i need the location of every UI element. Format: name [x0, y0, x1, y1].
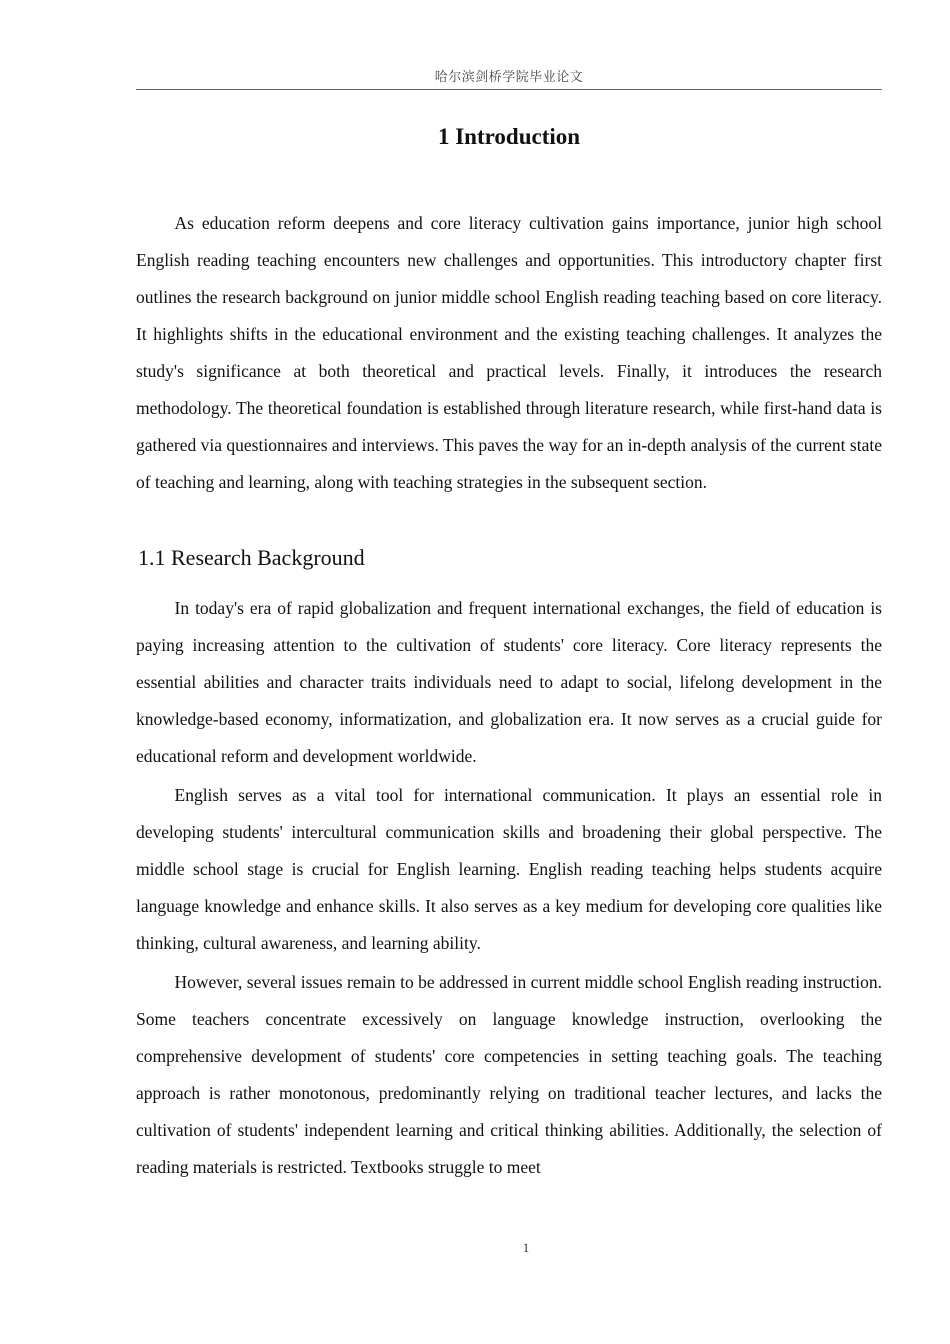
body-paragraph: English serves as a vital tool for international communication. It plays an essential role in developing students' intercultural communication skills and broadening their global perspective. The middle school stage is crucial for English learning. English reading teaching helps students acquire language knowledge and enhance skills. It also serves as a key medium for developing core qualities like thinking, cultural awareness, and learning ability. — [136, 785, 882, 953]
body-paragraph: In today's era of rapid globalization and frequent international exchanges, the field of education is paying increasing attention to the cultivation of students' core literacy. Core literacy represents the essential abilities and character traits individuals need to adapt to social, lifelong development in the knowledge-based economy, informatization, and globalization era. It now serves as a crucial guide for educational reform and development worldwide. — [136, 598, 882, 766]
running-header: 哈尔滨剑桥学院毕业论文 — [434, 70, 584, 85]
chapter-title: 1 Introduction — [437, 124, 581, 149]
body-paragraph: However, several issues remain to be addressed in current middle school English reading instruction. Some teachers concentrate excessively on language knowledge instruction, overlooking the comprehensive development of students' core competencies in setting teaching goals. The teaching approach is rather monotonous, predominantly relying on traditional teacher lectures, and lacks the cultivation of students' independent learning and critical thinking abilities. Additionally, the selection of reading materials is restricted. Textbooks struggle to meet — [136, 972, 882, 1177]
section-body — [136, 590, 882, 1186]
header-divider — [136, 89, 882, 90]
intro-body — [136, 205, 882, 501]
intro-paragraph: As education reform deepens and core literacy cultivation gains importance, junior high school English reading teaching encounters new challenges and opportunities. This introductory chapter first outlines the research background on junior middle school English reading teaching based on core literacy. It highlights shifts in the educational environment and the existing teaching challenges. It analyzes the study's significance at both theoretical and practical levels. Finally, it introduces the research methodology. The theoretical foundation is established through literature research, while first-hand data is gathered via questionnaires and interviews. This paves the way for an in-depth analysis of the current state of teaching and learning, along with teaching strategies in the subsequent section. — [136, 213, 882, 492]
page-number: 1 — [522, 1240, 530, 1255]
section-heading: 1.1 Research Background — [138, 545, 365, 570]
